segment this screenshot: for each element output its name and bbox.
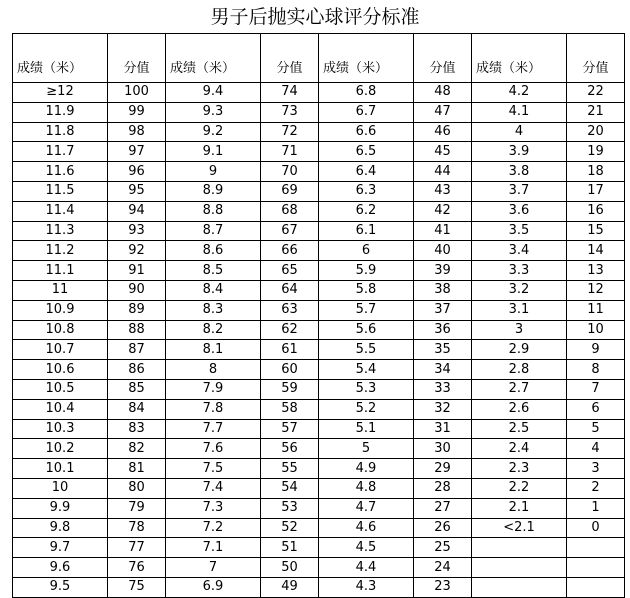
cell-score: 5.9 <box>319 261 414 281</box>
cell-points: 47 <box>414 102 472 122</box>
cell-points: 20 <box>567 122 625 142</box>
cell-score: 4.6 <box>319 518 414 538</box>
cell-points: 75 <box>108 577 166 597</box>
cell-points: 32 <box>414 399 472 419</box>
cell-score: 10.8 <box>13 320 108 340</box>
cell-score: 7.8 <box>166 399 261 419</box>
cell-score: 11.9 <box>13 102 108 122</box>
cell-score: 8.3 <box>166 300 261 320</box>
table-row <box>13 459 625 479</box>
cell-points: 73 <box>261 102 319 122</box>
cell-score: 9.3 <box>166 102 261 122</box>
cell-score: 5.5 <box>319 340 414 360</box>
cell-points: 6 <box>567 399 625 419</box>
cell-points: 23 <box>414 577 472 597</box>
cell-points: 35 <box>414 340 472 360</box>
cell-score: 7.5 <box>166 459 261 479</box>
cell-score: 2.3 <box>472 459 567 479</box>
cell-points: 16 <box>567 201 625 221</box>
cell-points: 97 <box>108 142 166 162</box>
cell-points: 82 <box>108 439 166 459</box>
cell-points: 85 <box>108 379 166 399</box>
cell-score: 10 <box>13 478 108 498</box>
cell-points: 41 <box>414 221 472 241</box>
cell-score: 10.5 <box>13 379 108 399</box>
table-row <box>13 83 625 103</box>
cell-score: 10.3 <box>13 419 108 439</box>
header-points: 分值 <box>414 34 472 83</box>
cell-score: 5.7 <box>319 300 414 320</box>
cell-score: 8 <box>166 360 261 380</box>
cell-score: 2.4 <box>472 439 567 459</box>
table-row <box>13 241 625 261</box>
cell-score: 3.2 <box>472 280 567 300</box>
cell-score: 2.1 <box>472 498 567 518</box>
cell-points: 37 <box>414 300 472 320</box>
cell-points: 51 <box>261 538 319 558</box>
cell-points: 57 <box>261 419 319 439</box>
table-row <box>13 340 625 360</box>
cell-points: 61 <box>261 340 319 360</box>
cell-score: 6.4 <box>319 162 414 182</box>
cell-score: 10.1 <box>13 459 108 479</box>
cell-score: 3.8 <box>472 162 567 182</box>
cell-score: 7.7 <box>166 419 261 439</box>
cell-score: 9.1 <box>166 142 261 162</box>
cell-points: 76 <box>108 558 166 578</box>
table-row <box>13 122 625 142</box>
cell-score <box>472 577 567 597</box>
cell-points: 77 <box>108 538 166 558</box>
cell-score: 5.6 <box>319 320 414 340</box>
cell-points: 30 <box>414 439 472 459</box>
cell-score: 4.7 <box>319 498 414 518</box>
cell-points: 90 <box>108 280 166 300</box>
cell-score: 4 <box>472 122 567 142</box>
cell-score: 2.7 <box>472 379 567 399</box>
table-row <box>13 320 625 340</box>
cell-points <box>567 558 625 578</box>
table-row <box>13 478 625 498</box>
table-row <box>13 360 625 380</box>
cell-score: 3 <box>472 320 567 340</box>
cell-points: 39 <box>414 261 472 281</box>
cell-points: 22 <box>567 83 625 103</box>
table-row <box>13 142 625 162</box>
cell-points: 62 <box>261 320 319 340</box>
cell-points: 21 <box>567 102 625 122</box>
cell-points: 54 <box>261 478 319 498</box>
header-score-meters: 成绩（米） <box>166 34 261 83</box>
cell-points: 55 <box>261 459 319 479</box>
cell-points: 27 <box>414 498 472 518</box>
cell-score: 9.8 <box>13 518 108 538</box>
cell-points: 72 <box>261 122 319 142</box>
cell-score: 11.8 <box>13 122 108 142</box>
page-title: 男子后抛实心球评分标准 <box>210 6 420 28</box>
cell-score: 2.5 <box>472 419 567 439</box>
cell-points: 44 <box>414 162 472 182</box>
cell-points: 71 <box>261 142 319 162</box>
cell-score: 7.2 <box>166 518 261 538</box>
cell-points: 0 <box>567 518 625 538</box>
cell-points: 53 <box>261 498 319 518</box>
cell-points: 78 <box>108 518 166 538</box>
cell-points: 14 <box>567 241 625 261</box>
cell-score: 8.9 <box>166 181 261 201</box>
header-score-meters: 成绩（米） <box>13 34 108 83</box>
cell-points: 59 <box>261 379 319 399</box>
cell-points: 63 <box>261 300 319 320</box>
table-row <box>13 399 625 419</box>
cell-score: 10.9 <box>13 300 108 320</box>
cell-score: 4.4 <box>319 558 414 578</box>
cell-points: 15 <box>567 221 625 241</box>
header-points: 分值 <box>261 34 319 83</box>
cell-score: 3.3 <box>472 261 567 281</box>
cell-score: 8.2 <box>166 320 261 340</box>
cell-score: 6.5 <box>319 142 414 162</box>
cell-points: 100 <box>108 83 166 103</box>
cell-points: 42 <box>414 201 472 221</box>
cell-points: 19 <box>567 142 625 162</box>
cell-points: 67 <box>261 221 319 241</box>
cell-points: 29 <box>414 459 472 479</box>
cell-points: 80 <box>108 478 166 498</box>
cell-score: 11.6 <box>13 162 108 182</box>
cell-score: 5.4 <box>319 360 414 380</box>
cell-score: 6.3 <box>319 181 414 201</box>
header-score-meters: 成绩（米） <box>319 34 414 83</box>
cell-points: 12 <box>567 280 625 300</box>
table-row <box>13 498 625 518</box>
cell-points: 4 <box>567 439 625 459</box>
table-row <box>13 102 625 122</box>
cell-score: 9.9 <box>13 498 108 518</box>
cell-score: 5.8 <box>319 280 414 300</box>
table-row <box>13 577 625 597</box>
table-row <box>13 518 625 538</box>
cell-points <box>567 577 625 597</box>
cell-points: 81 <box>108 459 166 479</box>
table-row <box>13 538 625 558</box>
cell-points: 58 <box>261 399 319 419</box>
table-row <box>13 162 625 182</box>
cell-score: 9 <box>166 162 261 182</box>
cell-points: 49 <box>261 577 319 597</box>
cell-score: 6.6 <box>319 122 414 142</box>
table-row <box>13 181 625 201</box>
cell-points: 83 <box>108 419 166 439</box>
table-header-row <box>13 34 625 83</box>
cell-score: 3.7 <box>472 181 567 201</box>
cell-score: 10.2 <box>13 439 108 459</box>
cell-points: 65 <box>261 261 319 281</box>
cell-score: 2.2 <box>472 478 567 498</box>
cell-score: 8.1 <box>166 340 261 360</box>
cell-points: 10 <box>567 320 625 340</box>
cell-score: 4.9 <box>319 459 414 479</box>
cell-score: 7 <box>166 558 261 578</box>
cell-score: 11.2 <box>13 241 108 261</box>
cell-score: 8.7 <box>166 221 261 241</box>
cell-points: 88 <box>108 320 166 340</box>
cell-points: 18 <box>567 162 625 182</box>
table-row <box>13 439 625 459</box>
cell-score: 11.5 <box>13 181 108 201</box>
cell-score: 6.2 <box>319 201 414 221</box>
cell-points: 99 <box>108 102 166 122</box>
cell-score <box>472 538 567 558</box>
table-row <box>13 558 625 578</box>
cell-points: 3 <box>567 459 625 479</box>
cell-points <box>567 538 625 558</box>
table-row <box>13 379 625 399</box>
cell-points: 8 <box>567 360 625 380</box>
cell-points: 11 <box>567 300 625 320</box>
cell-score: 3.4 <box>472 241 567 261</box>
cell-points: 64 <box>261 280 319 300</box>
cell-score: 6.7 <box>319 102 414 122</box>
cell-points: 79 <box>108 498 166 518</box>
cell-points: 5 <box>567 419 625 439</box>
cell-score: 9.4 <box>166 83 261 103</box>
cell-score: 6.8 <box>319 83 414 103</box>
cell-score: 9.2 <box>166 122 261 142</box>
cell-points: 95 <box>108 181 166 201</box>
cell-score: 4.2 <box>472 83 567 103</box>
cell-score: 8.8 <box>166 201 261 221</box>
table-row <box>13 280 625 300</box>
cell-score: 7.3 <box>166 498 261 518</box>
cell-points: 94 <box>108 201 166 221</box>
cell-points: 26 <box>414 518 472 538</box>
cell-points: 17 <box>567 181 625 201</box>
cell-points: 98 <box>108 122 166 142</box>
header-points: 分值 <box>108 34 166 83</box>
cell-points: 87 <box>108 340 166 360</box>
header-score-meters: 成绩（米） <box>472 34 567 83</box>
cell-points: 36 <box>414 320 472 340</box>
cell-score: 4.8 <box>319 478 414 498</box>
cell-score: 8.4 <box>166 280 261 300</box>
header-points: 分值 <box>567 34 625 83</box>
cell-score: <2.1 <box>472 518 567 538</box>
cell-score: 5.1 <box>319 419 414 439</box>
cell-score: 8.5 <box>166 261 261 281</box>
cell-score: 5.2 <box>319 399 414 419</box>
cell-score: 10.7 <box>13 340 108 360</box>
cell-points: 13 <box>567 261 625 281</box>
cell-score: 7.1 <box>166 538 261 558</box>
cell-score: 4.1 <box>472 102 567 122</box>
cell-points: 2 <box>567 478 625 498</box>
cell-score: 4.3 <box>319 577 414 597</box>
cell-points: 52 <box>261 518 319 538</box>
cell-score: 7.4 <box>166 478 261 498</box>
table-row <box>13 221 625 241</box>
cell-points: 60 <box>261 360 319 380</box>
cell-points: 48 <box>414 83 472 103</box>
cell-points: 91 <box>108 261 166 281</box>
cell-score: ≥12 <box>13 83 108 103</box>
cell-points: 38 <box>414 280 472 300</box>
cell-points: 40 <box>414 241 472 261</box>
cell-points: 92 <box>108 241 166 261</box>
cell-score: 10.6 <box>13 360 108 380</box>
cell-score: 5 <box>319 439 414 459</box>
cell-score <box>472 558 567 578</box>
table-body <box>13 83 625 598</box>
cell-score: 4.5 <box>319 538 414 558</box>
cell-points: 7 <box>567 379 625 399</box>
table-row <box>13 300 625 320</box>
cell-points: 46 <box>414 122 472 142</box>
cell-score: 7.6 <box>166 439 261 459</box>
cell-score: 3.6 <box>472 201 567 221</box>
cell-score: 7.9 <box>166 379 261 399</box>
cell-score: 8.6 <box>166 241 261 261</box>
cell-points: 33 <box>414 379 472 399</box>
cell-score: 11.1 <box>13 261 108 281</box>
cell-score: 11.4 <box>13 201 108 221</box>
cell-points: 43 <box>414 181 472 201</box>
cell-score: 2.8 <box>472 360 567 380</box>
cell-score: 5.3 <box>319 379 414 399</box>
cell-points: 34 <box>414 360 472 380</box>
table-row <box>13 419 625 439</box>
cell-score: 11 <box>13 280 108 300</box>
cell-score: 11.7 <box>13 142 108 162</box>
table-row <box>13 201 625 221</box>
cell-points: 24 <box>414 558 472 578</box>
cell-score: 6 <box>319 241 414 261</box>
table-row <box>13 261 625 281</box>
cell-points: 9 <box>567 340 625 360</box>
cell-score: 6.1 <box>319 221 414 241</box>
cell-score: 9.7 <box>13 538 108 558</box>
score-table <box>12 33 625 598</box>
cell-points: 68 <box>261 201 319 221</box>
cell-points: 89 <box>108 300 166 320</box>
cell-points: 50 <box>261 558 319 578</box>
cell-score: 6.9 <box>166 577 261 597</box>
cell-points: 28 <box>414 478 472 498</box>
cell-points: 25 <box>414 538 472 558</box>
cell-points: 70 <box>261 162 319 182</box>
cell-score: 2.9 <box>472 340 567 360</box>
cell-score: 10.4 <box>13 399 108 419</box>
cell-points: 96 <box>108 162 166 182</box>
cell-score: 11.3 <box>13 221 108 241</box>
cell-points: 1 <box>567 498 625 518</box>
cell-points: 84 <box>108 399 166 419</box>
cell-points: 74 <box>261 83 319 103</box>
cell-points: 31 <box>414 419 472 439</box>
cell-points: 93 <box>108 221 166 241</box>
cell-score: 3.5 <box>472 221 567 241</box>
cell-points: 66 <box>261 241 319 261</box>
cell-points: 69 <box>261 181 319 201</box>
cell-score: 9.6 <box>13 558 108 578</box>
cell-score: 3.9 <box>472 142 567 162</box>
cell-score: 2.6 <box>472 399 567 419</box>
cell-points: 56 <box>261 439 319 459</box>
cell-points: 45 <box>414 142 472 162</box>
cell-score: 3.1 <box>472 300 567 320</box>
cell-points: 86 <box>108 360 166 380</box>
cell-score: 9.5 <box>13 577 108 597</box>
